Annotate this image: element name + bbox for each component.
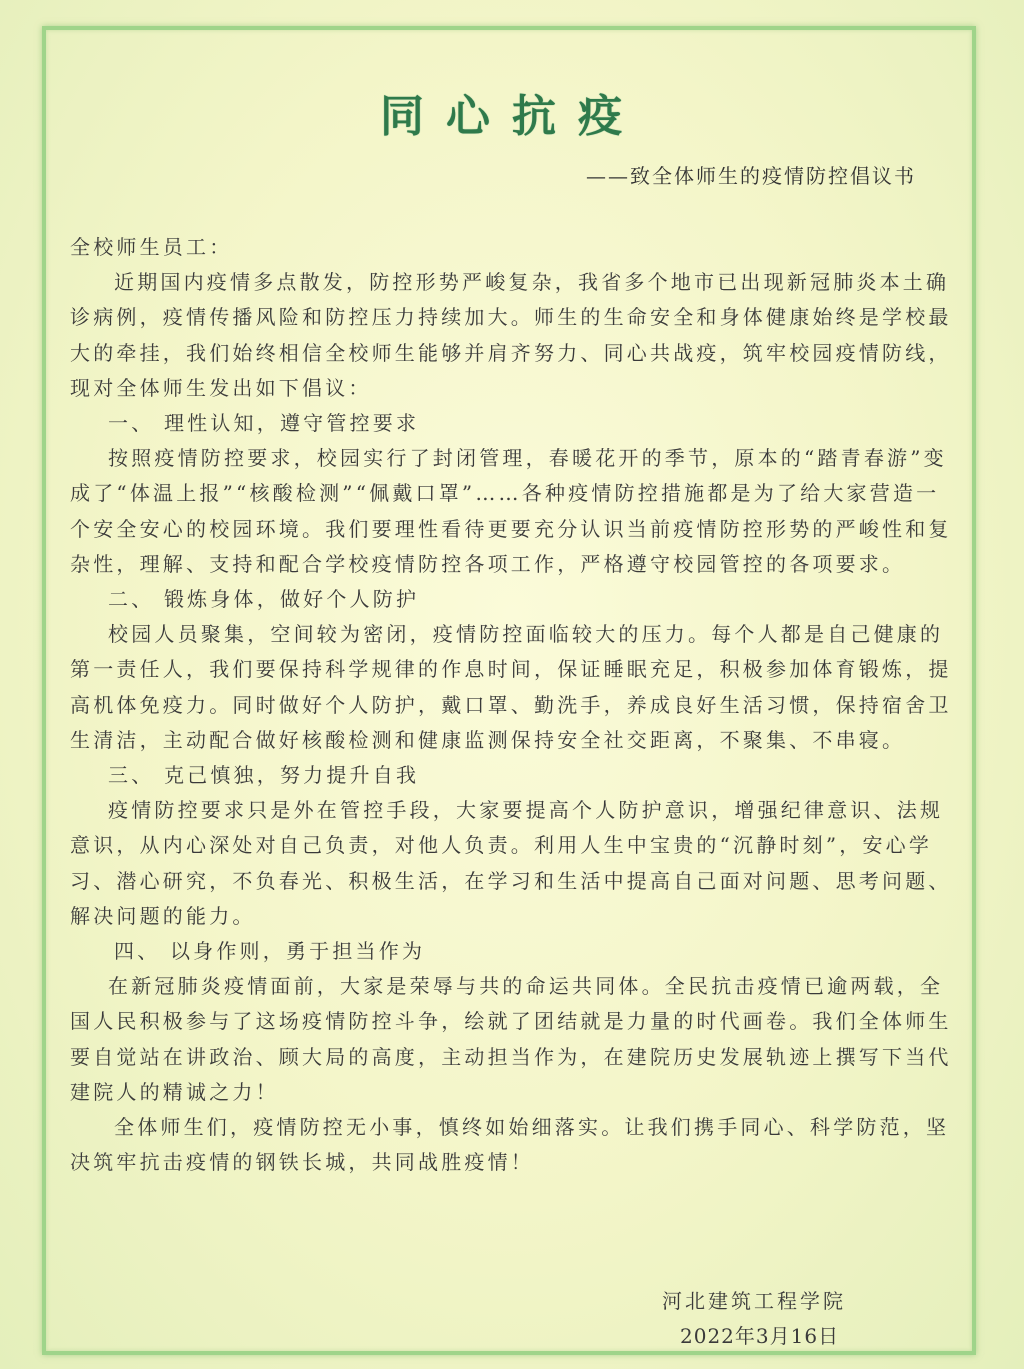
document-subtitle: ——致全体师生的疫情防控倡议书 (586, 164, 916, 188)
section-body-4: 在新冠肺炎疫情面前，大家是荣辱与共的命运共同体。全民抗击疫情已逾两载，全国人民积极参与了这场疫情防控斗争，绘就了团结就是力量的时代画卷。我们全体师生要自觉站在讲政治、顾大局的高度，主动担当作为，在建院历史发展轨迹上撰写下当代建院人的精诚之力！ (70, 974, 952, 1104)
section-heading-1: 一、 理性认知，遵守管控要求 (108, 411, 420, 436)
salutation: 全校师生员工： (70, 235, 233, 259)
intro-paragraph: 近期国内疫情多点散发，防控形势严峻复杂，我省多个地市已出现新冠肺炎本土确诊病例，疫情传播风险和防控压力持续加大。师生的生命安全和身体健康始终是学校最大的牵挂，我们始终相信全校师生能够并肩齐努力、同心共战疫，筑牢校园疫情防线，现对全体师生发出如下倡议： (70, 270, 952, 400)
document-title: 同心抗疫 (380, 91, 644, 142)
signature-organization: 河北建筑工程学院 (662, 1289, 846, 1313)
section-heading-3: 三、 克己慎独，努力提升自我 (108, 763, 420, 788)
signature-date: 2022年3月16日 (680, 1324, 840, 1348)
section-body-3: 疫情防控要求只是外在管控手段，大家要提高个人防护意识，增强纪律意识、法规意识，从内心深处对自己负责，对他人负责。利用人生中宝贵的“沉静时刻”，安心学习、潜心研究，不负春光、积极生活，在学习和生活中提高自己面对问题、思考问题、解决问题的能力。 (70, 798, 952, 928)
section-heading-4: 四、 以身作则，勇于担当作为 (114, 939, 426, 964)
letter-body (70, 230, 958, 1180)
section-body-1: 按照疫情防控要求，校园实行了封闭管理，春暖花开的季节，原本的“踏青春游”变成了“体温上报”“核酸检测”“佩戴口罩”……各种疫情防控措施都是为了给大家营造一个安全安心的校园环境。我们要理性看待更要充分认识当前疫情防控形势的严峻性和复杂性，理解、支持和配合学校疫情防控各项工作，严格遵守校园管控的各项要求。 (70, 446, 952, 576)
section-heading-2: 二、 锻炼身体，做好个人防护 (108, 587, 420, 612)
signature-block (662, 1284, 846, 1354)
closing-paragraph: 全体师生们，疫情防控无小事，慎终如始细落实。让我们携手同心、科学防范，坚决筑牢抗击疫情的钢铁长城，共同战胜疫情！ (70, 1115, 950, 1175)
section-body-2: 校园人员聚集，空间较为密闭，疫情防控面临较大的压力。每个人都是自己健康的第一责任人，我们要保持科学规律的作息时间，保证睡眠充足，积极参加体育锻炼，提高机体免疫力。同时做好个人防护，戴口罩、勤洗手，养成良好生活习惯，保持宿舍卫生清洁，主动配合做好核酸检测和健康监测保持安全社交距离，不聚集、不串寝。 (70, 622, 952, 752)
